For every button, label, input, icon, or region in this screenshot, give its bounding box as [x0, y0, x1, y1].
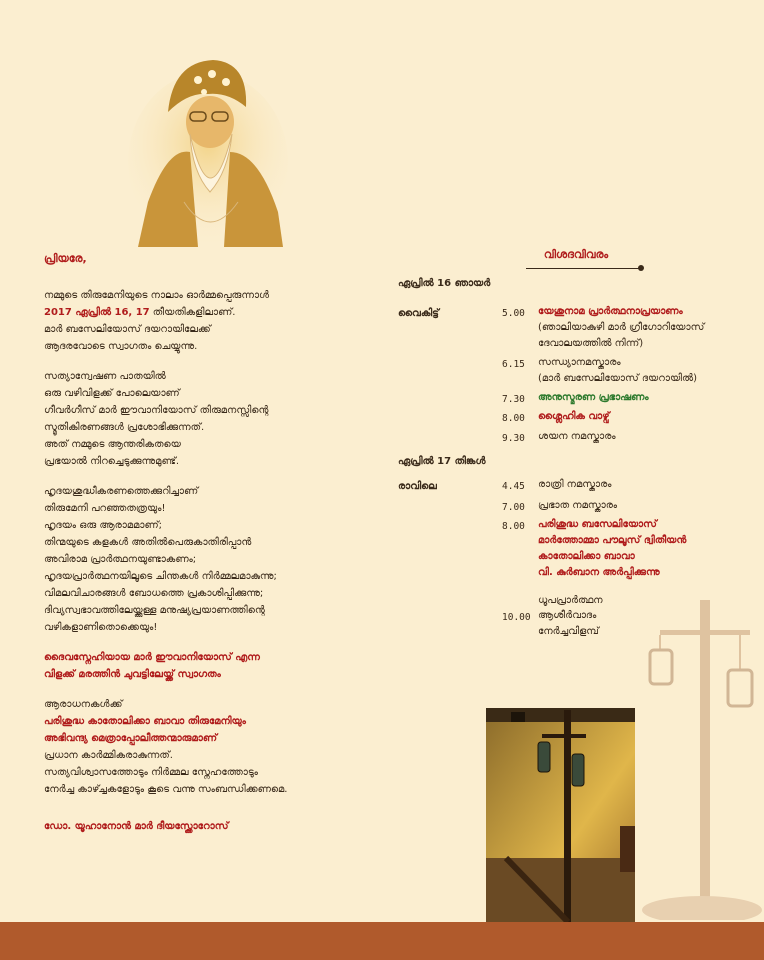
event-detail: (ഞാലിയാകുഴി മാർ ഗ്രീഗോറിയോസ് [538, 322, 705, 333]
event-detail: നേർച്ചവിളമ്പ് [538, 626, 599, 637]
event-title: അനുസ്മരണ പ്രഭാഷണം [538, 392, 649, 403]
letter-line-rest: തീയതികളിലാണ്. [149, 307, 236, 318]
letter-line: ഹൃദയം ഒരു ആരാമമാണ്; [44, 520, 163, 531]
letter-line: അത് നമ്മുടെ ആന്തരികതയെ [44, 439, 181, 450]
event-title: ആശീർവാദം [538, 610, 597, 621]
schedule-heading-block [516, 246, 636, 274]
heading-dot [638, 265, 644, 271]
time: 4.45 [502, 481, 525, 492]
letter-line: തിരുമേനി പറഞ്ഞതത്രയും! [44, 503, 166, 514]
letter-line: സത്യാന്വേഷണ പാതയിൽ [44, 371, 166, 382]
day-2-session: രാവിലെ [398, 481, 437, 492]
schedule-heading: വിശദവിവരം [543, 248, 609, 261]
letter-paragraph-3 [44, 483, 374, 636]
event-title: യേശുനാമ പ്രാർത്ഥനാപ്രയാണം [538, 306, 683, 317]
letter-line [44, 304, 374, 321]
letter-line: പ്രഭയാൽ നിറച്ചെടുക്കുന്നുമുണ്ട്. [44, 456, 180, 467]
letter-line: വിമലവിചാരങ്ങൾ ബോധത്തെ പ്രകാശിപ്പിക്കുന്നു; [44, 588, 264, 599]
letter-line: തിന്മയുടെ കളകൾ അതിൽപെരുകാതിരിപ്പാൻ [44, 537, 252, 548]
letter-line: അവിരാമ പ്രാർത്ഥനയുണ്ടാകണം; [44, 554, 197, 565]
letter-paragraph-2 [44, 368, 374, 470]
event-detail: (മാർ ബസേലിയോസ് ദയറായിൽ) [538, 373, 697, 384]
letter-line: ദിവ്യസ്വഭാവത്തിലേയ്ക്കുള്ള മനുഷ്യപ്രയാണത്തിന്റെ [44, 605, 265, 616]
letter-paragraph-4 [44, 649, 374, 683]
event-title: ശ്ലൈഹിക വാഴ്വ് [538, 411, 610, 422]
welcome-line: ദൈവസ്നേഹിയായ മാർ ഈവാനിയോസ് എന്ന [44, 652, 260, 663]
event-title: സന്ധ്യാനമസ്കാരം [538, 357, 621, 368]
letter-line: സത്യവിശ്വാസത്തോടും നിർമ്മല സ്നേഹത്തോടും [44, 767, 258, 778]
time: 5.00 [502, 308, 525, 319]
salutation: പ്രിയരേ, [44, 252, 87, 265]
letter-line: പ്രധാന കാർമ്മികരാകുന്നത്. [44, 750, 173, 761]
letter-line: ഹൃദയപ്രാർത്ഥനയിലൂടെ ചിന്തകൾ നിർമ്മലമാകുന്നു; [44, 571, 277, 582]
lamp-post-background-illustration [640, 590, 764, 920]
event-title: പ്രഭാത നമസ്കാരം [538, 500, 618, 511]
event [538, 355, 743, 387]
day-2-label: ഏപ്രിൽ 17 തിങ്കൾ [398, 456, 486, 467]
letter-line: ഗീവർഗീസ് മാർ ഈവാനിയോസ് തിരുമനസ്സിന്റെ [44, 405, 269, 416]
time: 10.00 [502, 612, 531, 623]
letter-line: സ്മൃതികിരണങ്ങൾ പ്രശോഭിക്കുന്നത്. [44, 422, 205, 433]
lamp-post-photo [486, 708, 635, 922]
event [538, 304, 743, 352]
celebrant-line: അഭിവന്ദ്യ മെത്രാപ്പോലീത്തന്മാരുമാണ് [44, 733, 217, 744]
event-detail: ധൂപപ്രാർത്ഥന [538, 595, 603, 606]
time: 6.15 [502, 359, 525, 370]
letter-line: ആദരവോടെ സ്വാഗതം ചെയ്യുന്നു. [44, 341, 198, 352]
letter-line: ഹൃദയശുദ്ധീകരണത്തെക്കുറിച്ചാണ് [44, 486, 199, 497]
letter-line: നേർച്ച കാഴ്ച്ചകളോടും കൂടെ വന്നു സംബന്ധിക്കണമെ. [44, 784, 288, 795]
letter-line: മാർ ബസേലിയോസ് ദയറായിലേക്ക് [44, 324, 211, 335]
letter-paragraph-1 [44, 287, 374, 355]
event-title: മാർത്തോമ്മാ പൗലൂസ് ദ്വിതീയൻ [538, 535, 687, 546]
heading-underline [526, 268, 640, 269]
footer-bar [0, 922, 764, 960]
letter-column [44, 250, 374, 835]
letter-paragraph-5 [44, 696, 374, 798]
event-title: വി. കുർബാന അർപ്പിക്കുന്നു [538, 567, 660, 578]
letter-line: ആരാധനകൾക്ക് [44, 699, 123, 710]
event-title: പരിശുദ്ധ ബസേലിയോസ് [538, 519, 657, 530]
letter-line: നമ്മുടെ തിരുമേനിയുടെ നാലാം ഓർമ്മപ്പെരുന്നാൾ [44, 290, 270, 301]
letter-line: വഴികളാണിതൊക്കെയും! [44, 622, 158, 633]
time: 8.00 [502, 521, 525, 532]
event-title: കാതോലിക്കാ ബാവാ [538, 551, 635, 562]
celebrant-line: പരിശുദ്ധ കാതോലിക്കാ ബാവാ തിരുമേനിയും [44, 716, 246, 727]
portrait-illustration [128, 52, 288, 247]
day-1-session: വൈകിട്ട് [398, 308, 439, 319]
letter-line: ഒരു വഴിവിളക്ക് പോലെയാണ് [44, 388, 180, 399]
festival-dates: 2017 ഏപ്രിൽ 16, 17 [44, 307, 150, 318]
event-detail: ദേവാലയത്തിൽ നിന്ന്) [538, 338, 644, 349]
signature: ഡോ. യൂഹാനോൻ മാർ ദീയസ്ക്കോറോസ് [44, 821, 229, 832]
time: 9.30 [502, 433, 525, 444]
time: 8.00 [502, 413, 525, 424]
time: 7.00 [502, 502, 525, 513]
welcome-line: വിളക്ക് മരത്തിൻ ചുവട്ടിലേയ്ക്ക് സ്വാഗതം [44, 669, 221, 680]
event-title: രാത്രി നമസ്കാരം [538, 479, 612, 490]
day-1-label: ഏപ്രിൽ 16 ഞായർ [398, 278, 491, 289]
event-title: ശയന നമസ്കാരം [538, 431, 616, 442]
time: 7.30 [502, 394, 525, 405]
